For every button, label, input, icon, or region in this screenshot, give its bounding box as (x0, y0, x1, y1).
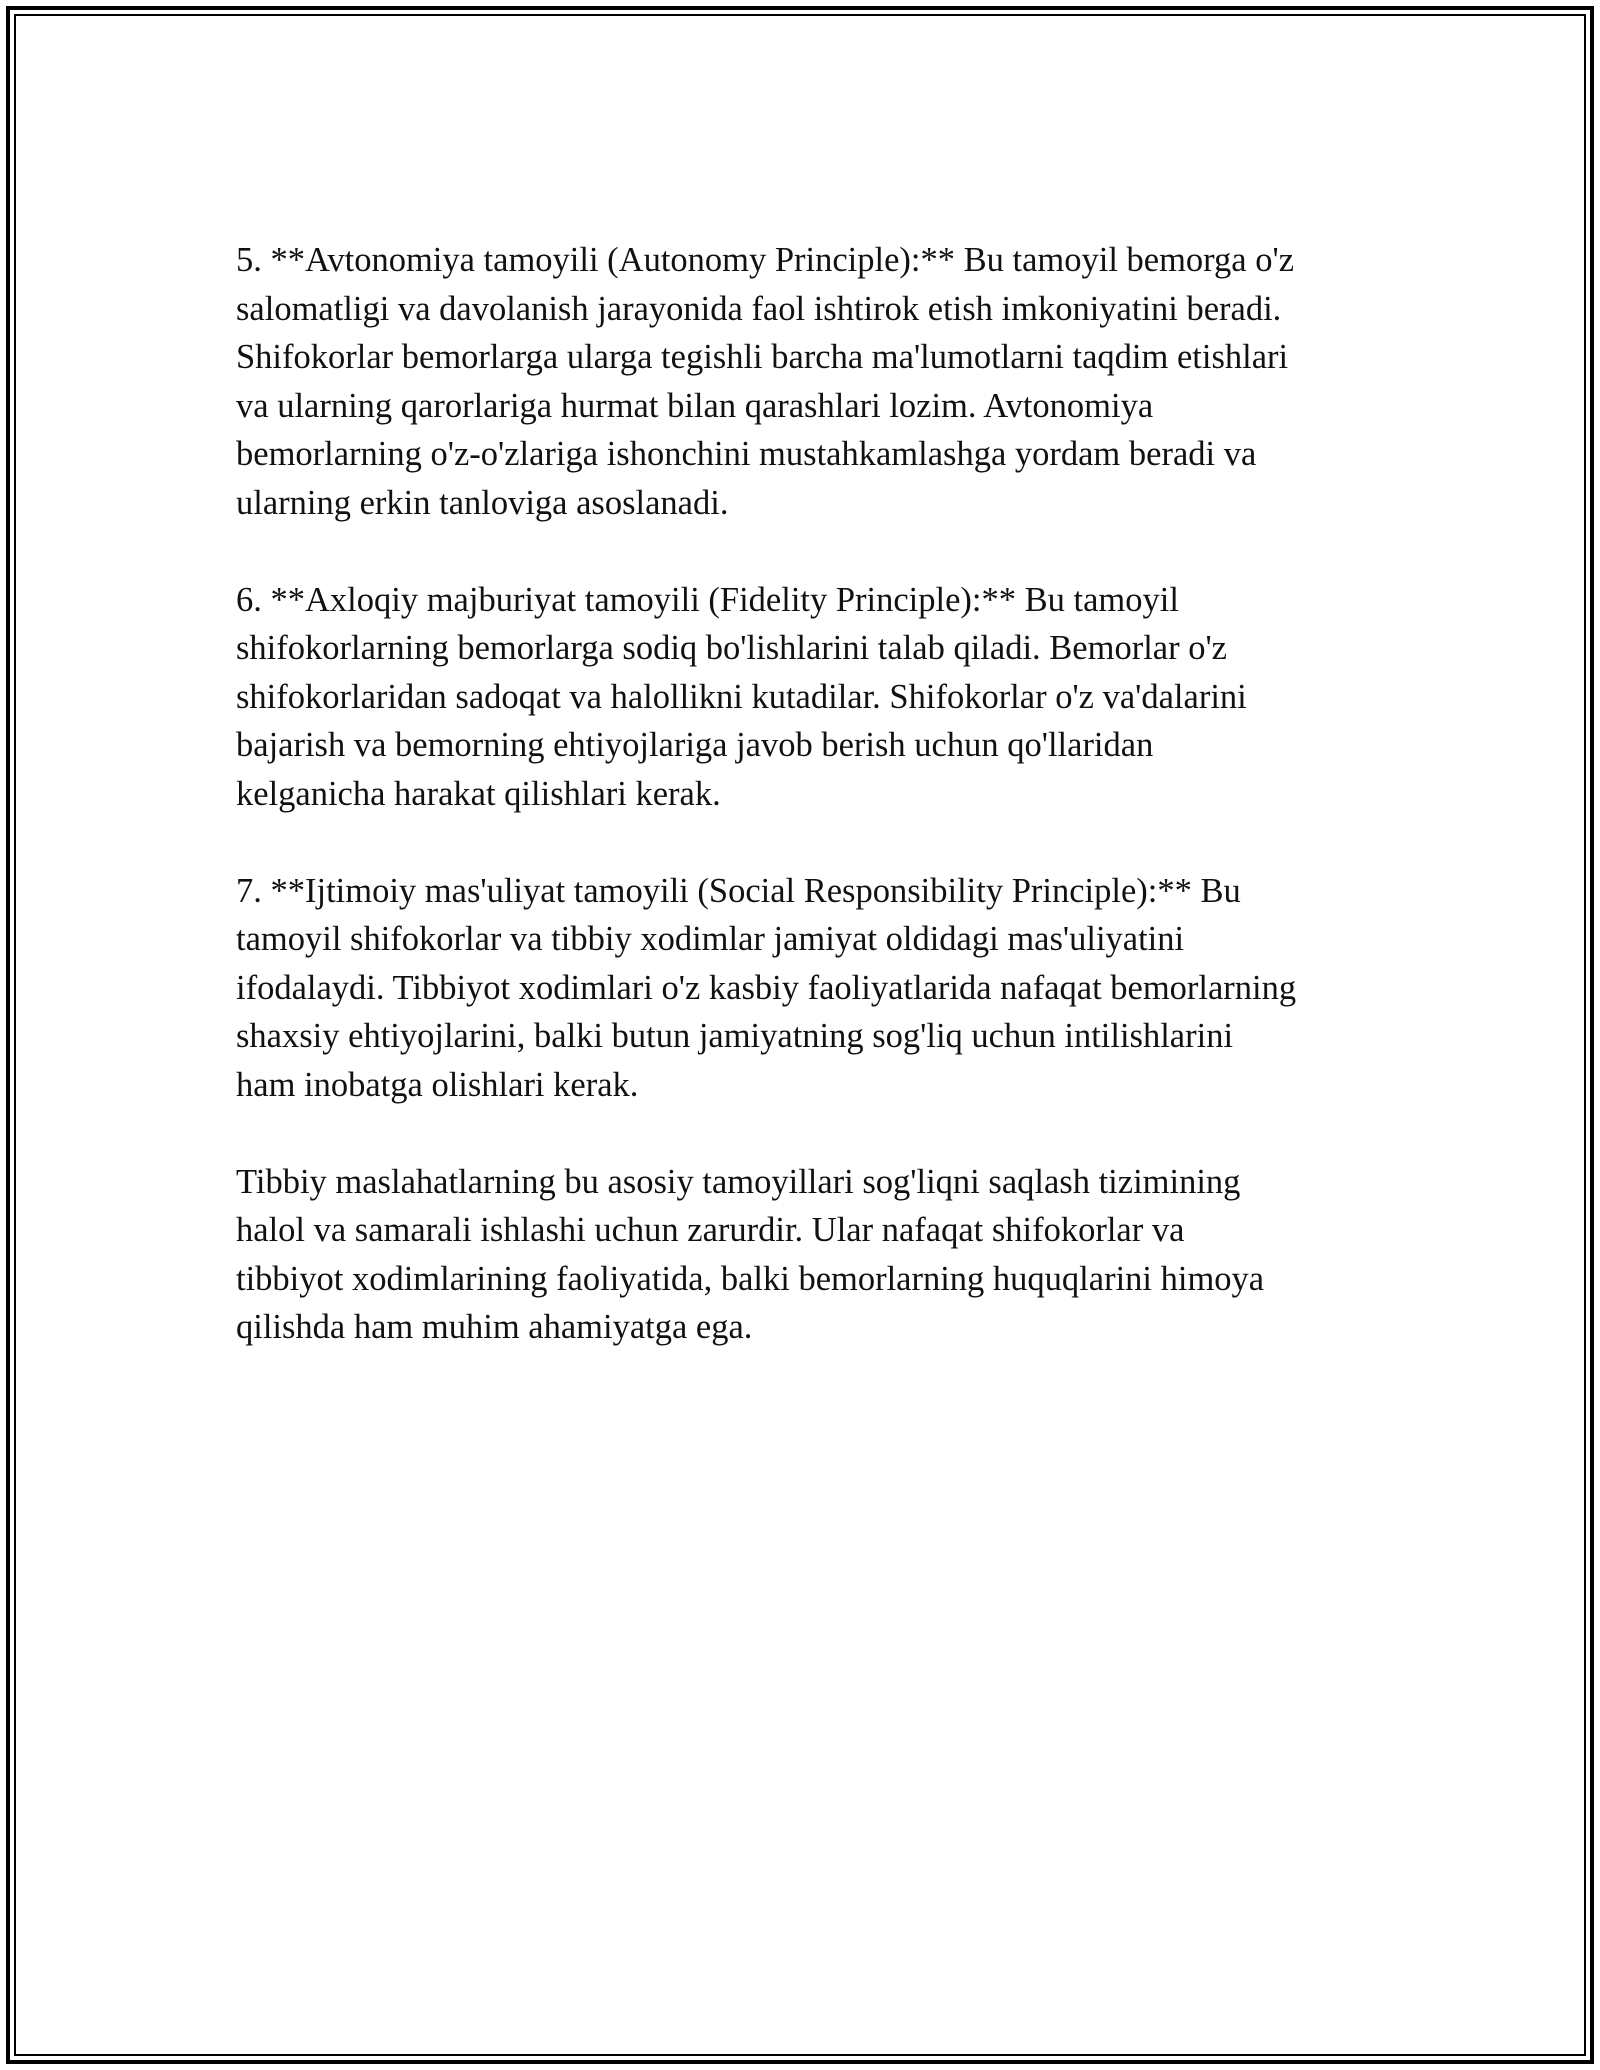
text-line: ham inobatga olishlari kerak. (236, 1065, 639, 1104)
text-line: halol va samarali ishlashi uchun zarurdir. Ular nafaqat shifokorlar va (236, 1211, 1185, 1249)
text-line: kelganicha harakat qilishlari kerak. (236, 774, 721, 813)
text-line: tibbiyot xodimlarining faoliyatida, balki bemorlarning huquqlarini himoya (236, 1259, 1265, 1298)
text-line: bajarish va bemorning ehtiyojlariga javob berish uchun qo'llaridan (236, 726, 1154, 764)
text-line: salomatligi va davolanish jarayonida faol ishtirok etish imkoniyatini beradi. (236, 289, 1282, 328)
text-line: Shifokorlar bemorlarga ularga tegishli barcha ma'lumotlarni taqdim etishlari (236, 338, 1289, 376)
text-line: 6. **Axloqiy majburiyat tamoyili (Fidelity Principle):** Bu tamoyil (236, 580, 1179, 619)
paragraph-autonomy-principle (236, 236, 1376, 527)
text-line: shifokorlarning bemorlarga sodiq bo'lishlarini talab qiladi. Bemorlar o'z (236, 629, 1227, 667)
text-line: shifokorlaridan sadoqat va halollikni kutadilar. Shifokorlar o'z va'dalarini (236, 677, 1247, 716)
text-line: ifodalaydi. Tibbiyot xodimlari o'z kasbiy faoliyatlarida nafaqat bemorlarning (236, 968, 1297, 1007)
text-line: ularning erkin tanloviga asoslanadi. (236, 483, 729, 522)
text-line: qilishda ham muhim ahamiyatga ega. (236, 1308, 753, 1346)
document-body (236, 236, 1376, 1400)
text-line: bemorlarning o'z-o'zlariga ishonchini mustahkamlashga yordam beradi va (236, 435, 1257, 473)
text-line: va ularning qarorlariga hurmat bilan qarashlari lozim. Avtonomiya (236, 386, 1154, 425)
paragraph-conclusion (236, 1158, 1376, 1352)
text-line: 5. **Avtonomiya tamoyili (Autonomy Principle):** Bu tamoyil bemorga o'z (236, 241, 1295, 279)
text-line: Tibbiy maslahatlarning bu asosiy tamoyillari sog'liqni saqlash tizimining (236, 1162, 1241, 1201)
paragraph-fidelity-principle (236, 576, 1376, 819)
text-line: 7. **Ijtimoiy mas'uliyat tamoyili (Social Responsibility Principle):** Bu (236, 871, 1241, 910)
text-line: tamoyil shifokorlar va tibbiy xodimlar jamiyat oldidagi mas'uliyatini (236, 920, 1185, 958)
text-line: shaxsiy ehtiyojlarini, balki butun jamiyatning sog'liq uchun intilishlarini (236, 1017, 1234, 1055)
paragraph-social-responsibility-principle (236, 867, 1376, 1110)
